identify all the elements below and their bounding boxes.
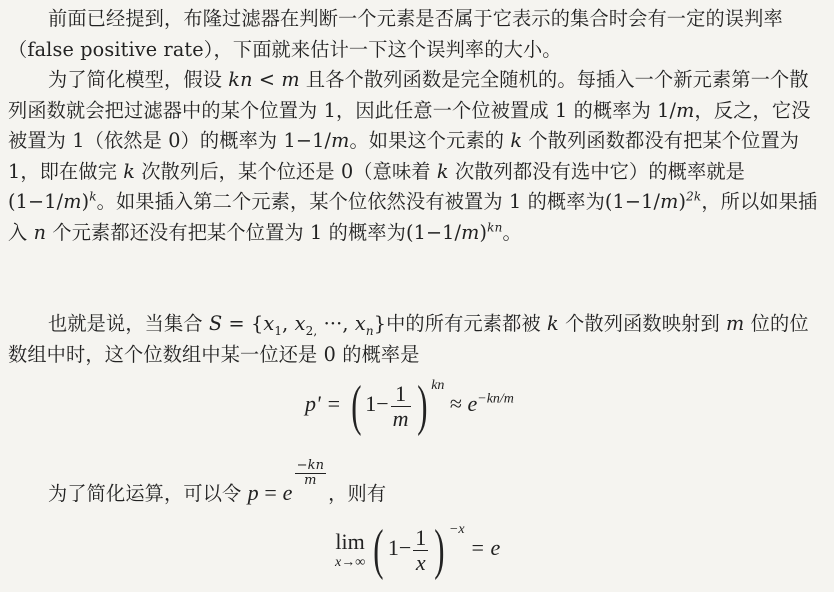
exponent-fraction: $\frac{-kn}{m}$ bbox=[296, 457, 325, 488]
paragraph-simplify: 为了简化运算，可以令 p = e $\frac{-kn}{m}$ ，则有 bbox=[48, 457, 387, 505]
equation-limit: lim x→∞ ( 1− $\frac{1}{x}$ ) $^{-x}$ = e bbox=[335, 519, 501, 581]
fraction-1-over-x: $\frac{1}{x}$ bbox=[415, 524, 427, 575]
paragraph-model: 为了简化模型，假设 kn < m 且各个散列函数是完全随机的。每插入一个新元素第一个散列函数就会把过滤器中的某个位置为 1，因此任意一个位被置成 1 的概率为 1/m，反之，它没被置为 1（依然是 0）的概率为 1−1/m。如果这个元素的 k 个散列函数都没有把某个位置为 1，即在做完 k 次散列后，某个位还是 0（意味着 k 次散列都没有选中它）的概率就是$(1-1/m)^k$。如果插入第二个元素，某个位依然没有被置为 1 的概率为$(1-1/m)^{2k}$，所以如果插入 n 个元素都还没有把某个位置为 1 的概率为$(1-1/m)^{kn}$。 bbox=[8, 68, 818, 244]
fraction-1-over-m: $\frac{1}{m}$ bbox=[392, 380, 409, 431]
paragraph-intro bbox=[8, 4, 826, 65]
paragraph-intro-text: 前面已经提到，布隆过滤器在判断一个元素是否属于它表示的集合时会有一定的误判率（false positive rate），下面就来估计一下这个误判率的大小。 bbox=[8, 7, 783, 61]
limit-operator: lim x→∞ bbox=[335, 529, 366, 570]
paragraph-set: 也就是说，当集合 $S = \{x_1$, $x_{2,}$ ···, $x_n$}中的所有元素都被 k 个散列函数映射到 m 位的位数组中时，这个位数组中某一位还是 0 的概率是 bbox=[8, 312, 809, 366]
equation-false-positive: p' = ( 1− $\frac{1}{m}$ ) $^{kn} \approx e^{-kn/m}$ bbox=[305, 375, 514, 437]
